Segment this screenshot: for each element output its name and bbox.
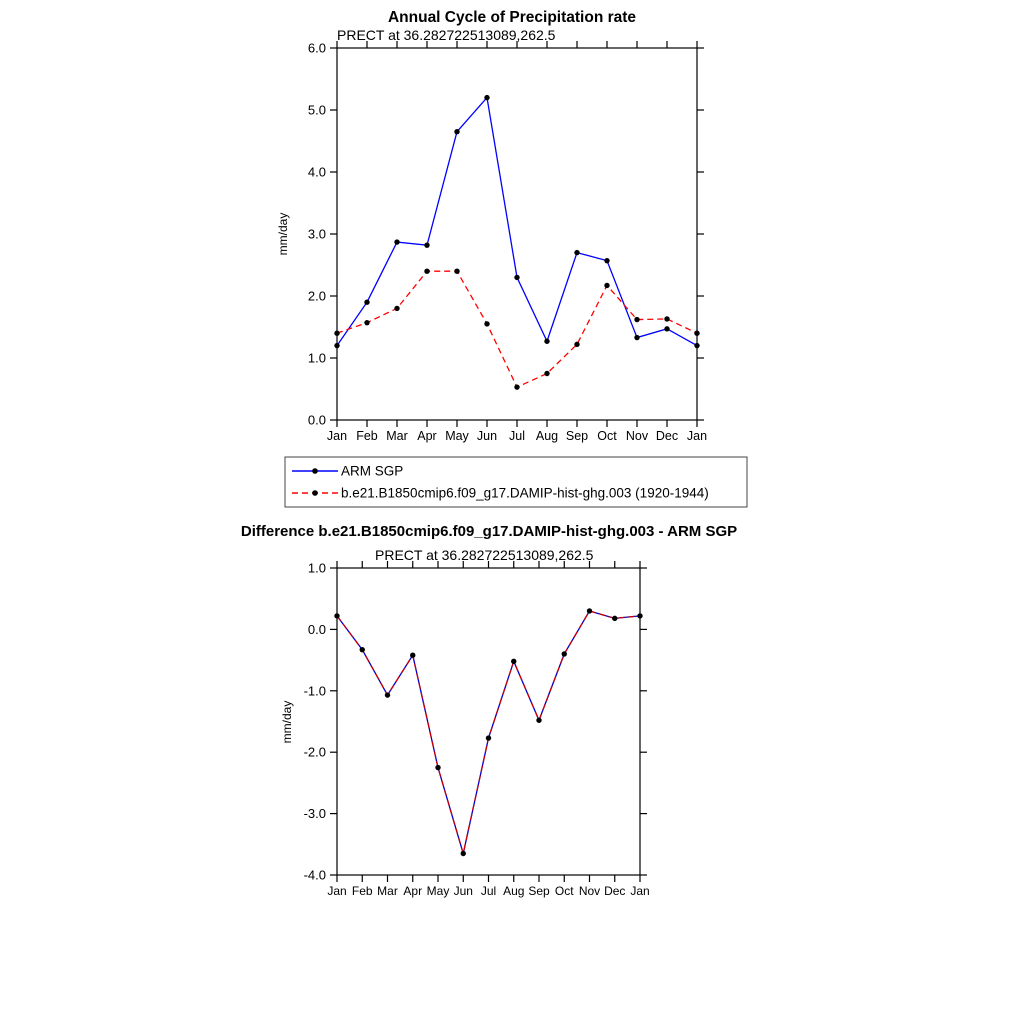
- x-tick-label: Aug: [503, 884, 525, 898]
- data-point-marker: [484, 95, 489, 100]
- bottom-chart-ylabel: mm/day: [280, 700, 294, 744]
- y-tick-label: -2.0: [303, 744, 326, 760]
- x-tick-label: Feb: [356, 429, 378, 443]
- data-point-marker: [424, 269, 429, 274]
- plot-frame: [337, 48, 697, 420]
- x-tick-label: Oct: [597, 429, 617, 443]
- top-chart-subtitle: PRECT at 36.282722513089,262.5: [337, 27, 556, 43]
- data-point-marker: [536, 718, 541, 723]
- bottom-chart-title: Difference b.e21.B1850cmip6.f09_g17.DAMIP-hist-ghg.003 - ARM SGP: [240, 523, 738, 540]
- legend-marker-arm-sgp: [312, 468, 318, 474]
- data-point-marker: [604, 283, 609, 288]
- legend-marker-model: [312, 490, 318, 496]
- data-point-marker: [424, 242, 429, 247]
- legend-label-model: b.e21.B1850cmip6.f09_g17.DAMIP-hist-ghg.003 (1920-1944): [341, 485, 709, 501]
- y-tick-label: 1.0: [307, 350, 326, 366]
- y-tick-label: 4.0: [307, 164, 326, 180]
- top-chart-title: Annual Cycle of Precipitation rate: [387, 9, 637, 26]
- data-point-marker: [486, 735, 491, 740]
- data-point-marker: [604, 258, 609, 263]
- y-tick-label: 3.0: [307, 226, 326, 242]
- data-point-marker: [587, 608, 592, 613]
- plot-frame: [337, 568, 640, 875]
- legend: [285, 457, 747, 507]
- x-tick-label: Jan: [686, 429, 708, 443]
- data-point-marker: [612, 616, 617, 621]
- data-point-marker: [334, 343, 339, 348]
- x-tick-label: Jun: [476, 429, 498, 443]
- x-tick-label: May: [445, 429, 469, 443]
- legend-label-arm-sgp: ARM SGP: [341, 463, 404, 479]
- data-point-marker: [544, 339, 549, 344]
- data-point-marker: [334, 613, 339, 618]
- data-point-marker: [574, 342, 579, 347]
- data-point-marker: [360, 647, 365, 652]
- top-chart-ylabel: mm/day: [276, 212, 290, 256]
- y-tick-label: 0.0: [307, 412, 326, 428]
- bottom-chart-subtitle: PRECT at 36.282722513089,262.5: [375, 547, 594, 563]
- y-tick-label: 5.0: [307, 102, 326, 118]
- data-point-marker: [454, 269, 459, 274]
- data-point-marker: [664, 326, 669, 331]
- x-tick-label: Oct: [554, 884, 574, 898]
- data-point-marker: [694, 343, 699, 348]
- y-tick-label: -3.0: [303, 806, 326, 822]
- data-point-marker: [574, 250, 579, 255]
- data-point-marker: [511, 659, 516, 664]
- data-point-marker: [410, 652, 415, 657]
- x-tick-label: Jan: [630, 884, 650, 898]
- data-point-marker: [634, 335, 639, 340]
- y-tick-label: 2.0: [307, 288, 326, 304]
- y-tick-label: 0.0: [307, 621, 326, 637]
- data-point-marker: [484, 321, 489, 326]
- y-tick-label: 6.0: [307, 40, 326, 56]
- data-point-marker: [394, 306, 399, 311]
- data-point-marker: [364, 300, 369, 305]
- data-point-marker: [394, 239, 399, 244]
- x-tick-label: Nov: [578, 884, 601, 898]
- x-tick-label: Jun: [453, 884, 473, 898]
- x-tick-label: Aug: [535, 429, 559, 443]
- data-point-marker: [364, 320, 369, 325]
- data-point-marker: [385, 692, 390, 697]
- x-tick-label: Jul: [509, 429, 525, 443]
- series-line: [337, 611, 640, 854]
- data-point-marker: [637, 613, 642, 618]
- x-tick-label: Jul: [480, 884, 497, 898]
- data-point-marker: [544, 371, 549, 376]
- data-point-marker: [664, 316, 669, 321]
- x-tick-label: Sep: [528, 884, 550, 898]
- y-tick-label: -4.0: [303, 867, 326, 883]
- x-tick-label: Feb: [351, 884, 373, 898]
- series-line-overlay: [337, 611, 640, 854]
- data-point-marker: [694, 331, 699, 336]
- data-point-marker: [435, 765, 440, 770]
- x-tick-label: Apr: [403, 884, 423, 898]
- x-tick-label: May: [426, 884, 450, 898]
- y-tick-label: 1.0: [307, 560, 326, 576]
- data-point-marker: [454, 129, 459, 134]
- series-line: [337, 271, 697, 387]
- x-tick-label: Mar: [386, 429, 408, 443]
- x-tick-label: Jan: [327, 884, 347, 898]
- data-point-marker: [461, 851, 466, 856]
- x-tick-label: Mar: [377, 884, 398, 898]
- data-point-marker: [562, 651, 567, 656]
- series-line: [337, 98, 697, 346]
- y-tick-label: -1.0: [303, 683, 326, 699]
- x-tick-label: Dec: [604, 884, 626, 898]
- data-point-marker: [334, 331, 339, 336]
- x-tick-label: Nov: [625, 429, 649, 443]
- x-tick-label: Jan: [326, 429, 348, 443]
- data-point-marker: [514, 275, 519, 280]
- x-tick-label: Apr: [417, 429, 437, 443]
- x-tick-label: Sep: [565, 429, 589, 443]
- data-point-marker: [514, 384, 519, 389]
- x-tick-label: Dec: [655, 429, 679, 443]
- data-point-marker: [634, 317, 639, 322]
